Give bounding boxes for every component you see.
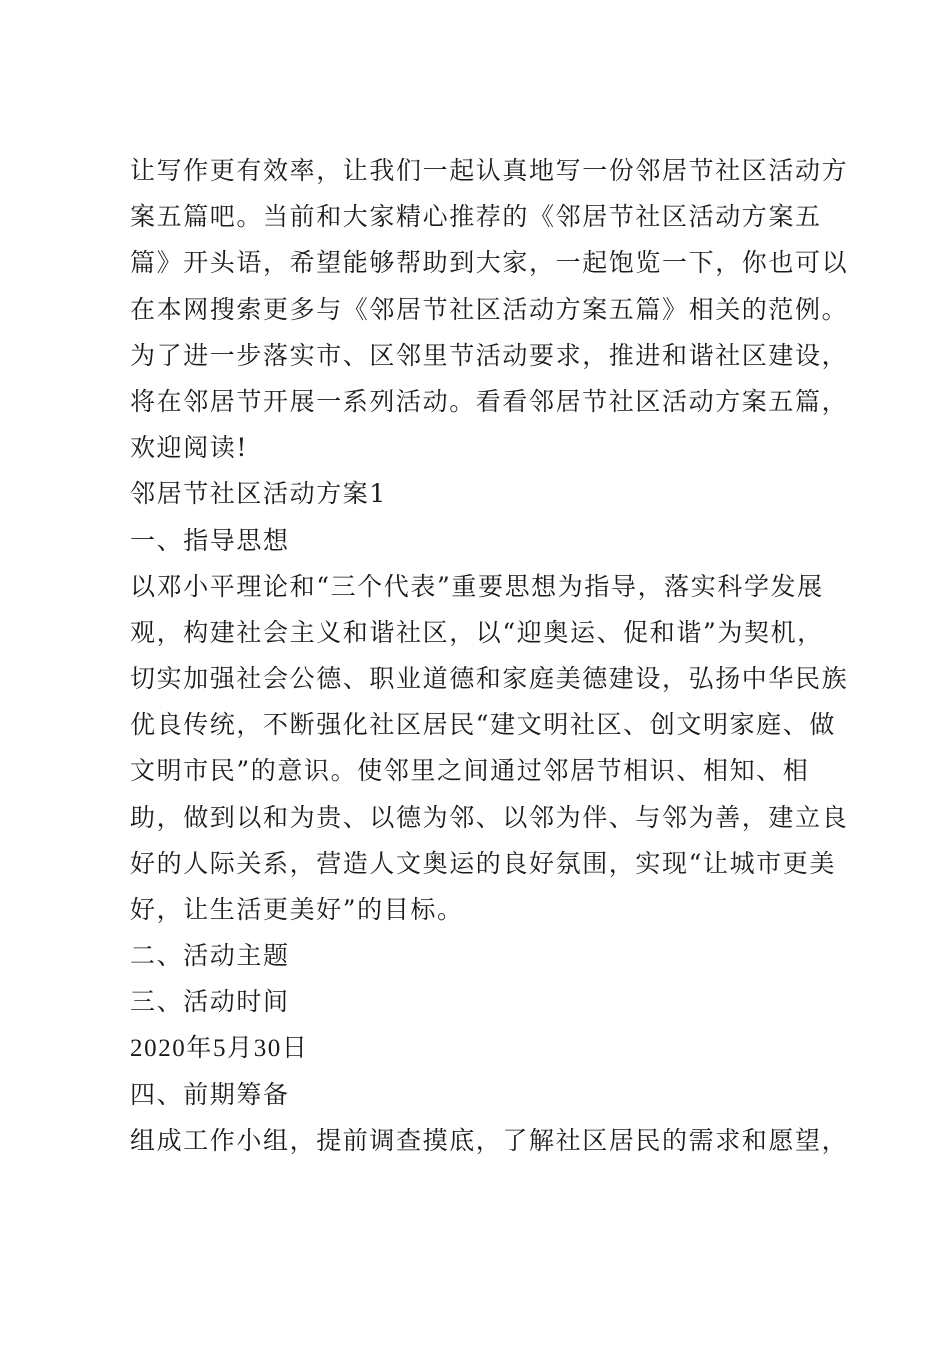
paragraph-line: 观，构建社会主义和谐社区，以“迎奥运、促和谐”为契机，	[130, 617, 824, 647]
activity-date: 2020年5月30日	[130, 1034, 309, 1062]
section-heading-guiding-ideology: 一、指导思想	[130, 525, 290, 555]
paragraph-line: 将在邻居节开展一系列活动。看看邻居节社区活动方案五篇，	[130, 386, 849, 416]
paragraph-line: 篇》开头语，希望能够帮助到大家，一起饱览一下，你也可以	[130, 248, 849, 278]
paragraph-line: 案五篇吧。当前和大家精心推荐的《邻居节社区活动方案五	[130, 202, 822, 232]
paragraph-line: 让写作更有效率，让我们一起认真地写一份邻居节社区活动方	[130, 156, 849, 185]
paragraph-line: 切实加强社会公德、职业道德和家庭美德建设，弘扬中华民族	[130, 664, 849, 694]
paragraph-line: 组成工作小组，提前调查摸底，了解社区居民的需求和愿望，	[130, 1125, 849, 1155]
paragraph-line: 优良传统，不断强化社区居民“建文明社区、创文明家庭、做	[130, 710, 836, 740]
section-heading-activity-theme: 二、活动主题	[130, 941, 290, 971]
paragraph-line: 文明市民”的意识。使邻里之间通过邻居节相识、相知、相	[130, 756, 810, 786]
paragraph-line: 以邓小平理论和“三个代表”重要思想为指导，落实科学发展	[130, 571, 824, 601]
section-heading-activity-time: 三、活动时间	[130, 987, 290, 1017]
paragraph-line: 欢迎阅读!	[130, 433, 249, 463]
paragraph-line: 为了进一步落实市、区邻里节活动要求，推进和谐社区建设，	[130, 340, 849, 370]
paragraph-line: 在本网搜索更多与《邻居节社区活动方案五篇》相关的范例。	[130, 294, 849, 324]
document-body	[130, 148, 849, 1164]
paragraph-line: 好，让生活更美好”的目标。	[130, 895, 464, 924]
section-heading-preparation: 四、前期筹备	[130, 1079, 290, 1109]
paragraph-line: 助，做到以和为贵、以德为邻、以邻为伴、与邻为善，建立良	[130, 802, 849, 832]
paragraph-line: 好的人际关系，营造人文奥运的良好氛围，实现“让城市更美	[130, 848, 836, 878]
plan-title: 邻居节社区活动方案1	[130, 479, 387, 509]
